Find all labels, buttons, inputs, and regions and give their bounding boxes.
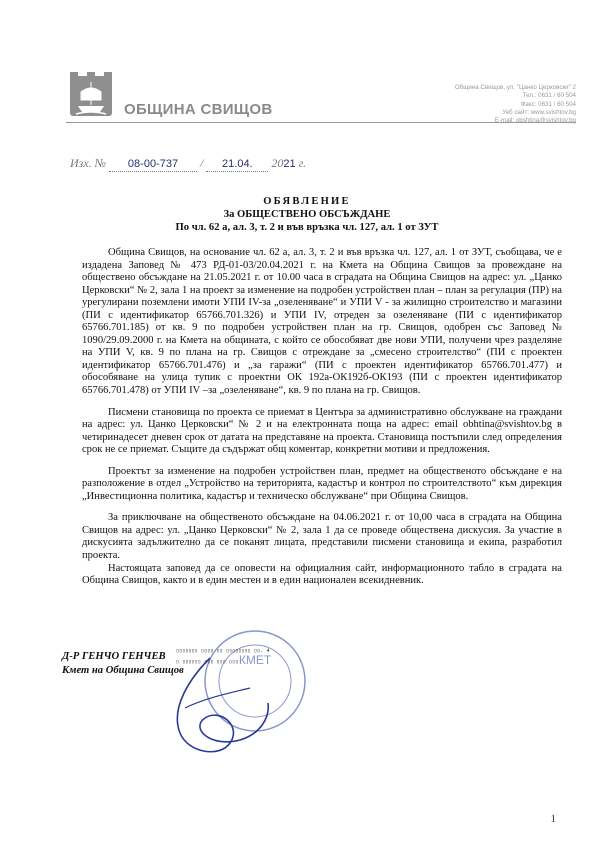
document-titles <box>72 195 542 234</box>
municipality-crest-icon <box>66 70 116 120</box>
svg-text:КМЕТ: КМЕТ <box>238 653 272 667</box>
contact-block <box>376 84 576 125</box>
reference-year-unit: г. <box>298 156 307 170</box>
contact-address: Община Свищов, ул. "Цанко Церковски" 2 <box>454 84 576 91</box>
digital-signature-line-2: ▯ ▯▯▯▯▯▯ ▯▯▯ ▯▯▯ ▯▯▯ <box>176 659 239 665</box>
paragraph-written-opinions: Писмени становища по проекта се приемат в Центъра за административно обслужване на граждани на адрес: ул. Цанко Церковски“ № 2 и на електронната поща на адрес: email obhtina@svishtov.bg в четиринадесет дневен срок от датата на представяне на проекта. Становища постъпили след определения срок не се приемат. Същите да съдържат общ коментар, конкретни мотиви и предложения. <box>82 406 562 456</box>
contact-website: Уеб сайт: www.svishtov.bg <box>502 108 576 116</box>
document-body <box>82 247 562 588</box>
signatory-name: Д-Р ГЕНЧО ГЕНЧЕВ <box>62 651 166 662</box>
reference-date-field <box>206 156 268 172</box>
reference-number-field <box>109 156 197 172</box>
digital-signature-line-1: ▯▯▯▯▯▯▯ ▯▯▯▯ ▯▯ ▯▯▯▯▯▯▯▯ ▯▯. 4 <box>176 648 270 654</box>
reference-number: 08-00-737 <box>127 158 179 170</box>
document-subtitle: За ОБЩЕСТВЕНО ОБСЪЖДАНЕ <box>223 209 391 220</box>
reference-year-prefix: 20 <box>271 156 284 170</box>
signatory-title: Кмет на Община Свищов <box>62 665 184 676</box>
contact-email: E-mail: obshtina@svishtov.bg <box>494 117 576 125</box>
reference-year: 21 <box>283 158 296 170</box>
paragraph-announcement: Община Свищов, на основание чл. 62 а, ал. 3, т. 2 и във връзка чл. 127, ал. 1 от ЗУТ, съобщава, че е издадена Заповед № 473 РД-01-03/20.04.2021 г. на Кмета на Община Свищов за провеждане на обществено обсъждане на 21.05.2021 г. от 10.00 часа в сградата на Община Свищов на адрес: ул. „Цанко Церковски“ № 2, зала 1 на проект за изменение на подробен устройствен план – план за регулация (ПР) на урегулирани поземлени имоти УПИ IV-за „озеленяване“ и УПИ V - за жилищно строителство и магазини (ПИ с идентификатор 65766.701.326) и УПИ IV, отреден за озеленяване (ПИ с идентификатор 65766.701.185) от кв. 9 по подробен устройствен план на гр. Свищов, одобрен със Заповед № 1090/29.09.2000 г. на Кмета на общината, с който се обособяват две нови УПИ, получени чрез разделяне на УПИ V, кв. 9 по плана на гр. Свищов с отреждане за „смесено строителство“ (ПИ с проектен идентификатор 65766.701.476) и „за гаражи“ (ПИ с проектен идентификатор 65766.701.477) и обособяване на улица тупик с проектни ОК 192а-ОК192б-ОК193 (ПИ с проектен идентификатор 65766.701.478) от УПИ IV –за „озеленяване“, кв. 9 по плана на гр. Свищов. <box>82 247 562 397</box>
paragraph-public-discussion: За приключване на общественото обсъждане на 04.06.2021 г. от 10,00 часа в сградата на Община Свищов на адрес: ул. „Цанко Церковски“ № 2, зала 1 да се проведе обществена дискусия. За участие в дискусията задължително да се поканят лицата, представили писмени становища и екипа, разработил проекта. <box>82 512 562 562</box>
organization-name: ОБЩИНА СВИЩОВ <box>124 101 273 118</box>
reference-date: 21.04. <box>222 158 253 170</box>
reference-prefix: Изх. № <box>70 156 106 170</box>
contact-phone: Тел.: 0631 / 60 504 <box>522 92 576 100</box>
reference-line <box>70 156 306 172</box>
reference-separator: / <box>200 156 204 170</box>
page-number: 1 <box>550 813 556 825</box>
legal-basis: По чл. 62 а, ал. 3, т. 2 и във връзка чл. 127, ал. 1 от ЗУТ <box>175 222 439 233</box>
paragraph-project-availability: Проектът за изменение на подробен устройствен план, предмет на общественото обсъждане е на разположение в отдел „Устройство на територията, кадастър и контрол по строителството“ към дирекция „Инвестиционна политика, кадастър и техническо обслужване“ при Община Свищов. <box>82 465 562 502</box>
paragraph-publication: Настоящата заповед да се оповести на официалния сайт, информационното табло в сградата на Община Свищов, както и в един местен и в един национален всекидневник. <box>82 562 562 587</box>
document-title: ОБЯВЛЕНИЕ <box>263 196 351 207</box>
contact-fax: Факс: 0631 / 60 504 <box>520 100 576 108</box>
